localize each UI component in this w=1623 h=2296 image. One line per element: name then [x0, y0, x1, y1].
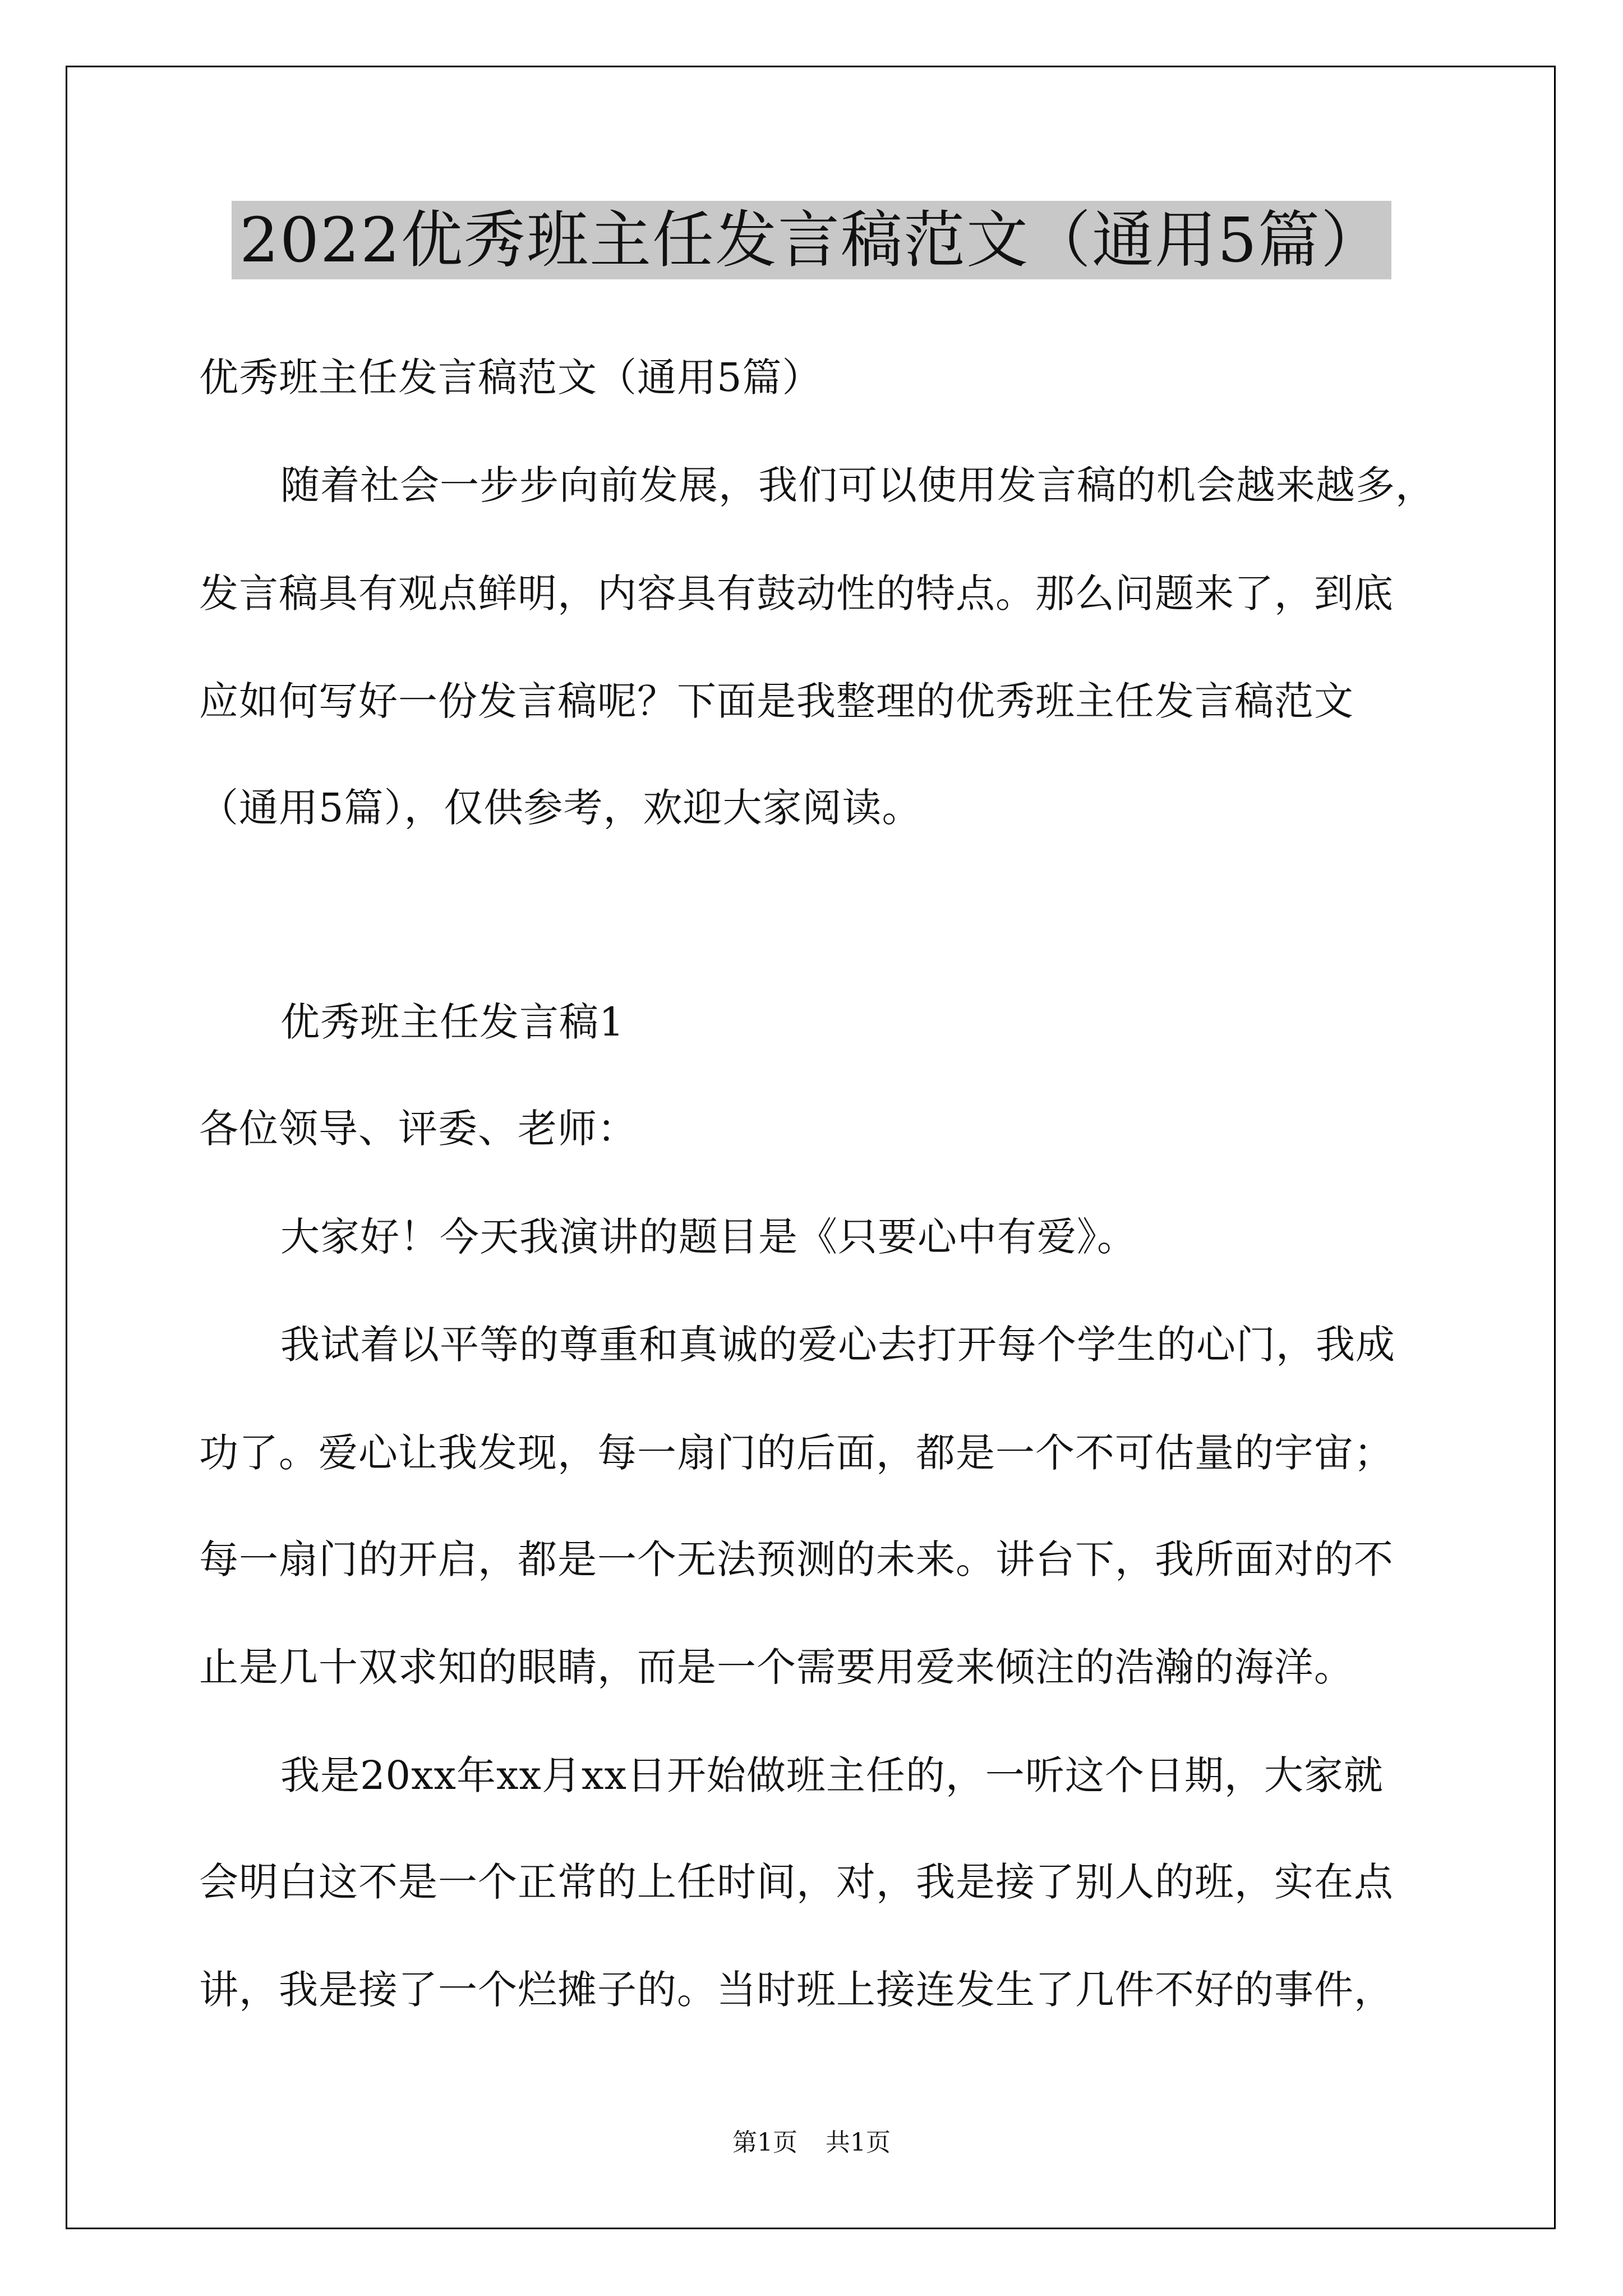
paragraph-line: 讲，我是接了一个烂摊子的。当时班上接连发生了几件不好的事件，: [199, 1967, 1394, 2013]
paragraph-line: 随着社会一步步向前发展，我们可以使用发言稿的机会越来越多，: [280, 462, 1435, 508]
subtitle-line: 优秀班主任发言稿范文（通用5篇）: [199, 355, 822, 401]
paragraph-line: 我试着以平等的尊重和真诚的爱心去打开每个学生的心门，我成: [280, 1322, 1395, 1368]
paragraph-line: 每一扇门的开启，都是一个无法预测的未来。讲台下，我所面对的不: [199, 1536, 1394, 1582]
section-heading: 优秀班主任发言稿1: [280, 999, 625, 1045]
paragraph-line: 发言稿具有观点鲜明，内容具有鼓动性的特点。那么问题来了，到底: [199, 570, 1394, 616]
page-footer: [0, 2126, 1623, 2160]
paragraph-line: 止是几十双求知的眼睛，而是一个需要用爱来倾注的浩瀚的海洋。: [199, 1644, 1354, 1690]
document-title: 2022优秀班主任发言稿范文（通用5篇）: [232, 201, 1391, 279]
paragraph-line: 我是20xx年xx月xx日开始做班主任的，一听这个日期，大家就: [280, 1752, 1384, 1798]
paragraph-line: 大家好！今天我演讲的题目是《只要心中有爱》。: [280, 1214, 1137, 1260]
paragraph-line: 应如何写好一份发言稿呢？下面是我整理的优秀班主任发言稿范文: [199, 678, 1354, 724]
title-block: [0, 201, 1623, 279]
salutation-line: 各位领导、评委、老师：: [199, 1106, 637, 1152]
page-number: 第1页: [732, 2128, 797, 2157]
page-total: 共1页: [826, 2128, 891, 2157]
paragraph-line: 功了。爱心让我发现，每一扇门的后面，都是一个不可估量的宇宙；: [199, 1430, 1394, 1476]
paragraph-line: 会明白这不是一个正常的上任时间，对，我是接了别人的班，实在点: [199, 1859, 1394, 1905]
paragraph-line: （通用5篇），仅供参考，欢迎大家阅读。: [199, 785, 922, 831]
